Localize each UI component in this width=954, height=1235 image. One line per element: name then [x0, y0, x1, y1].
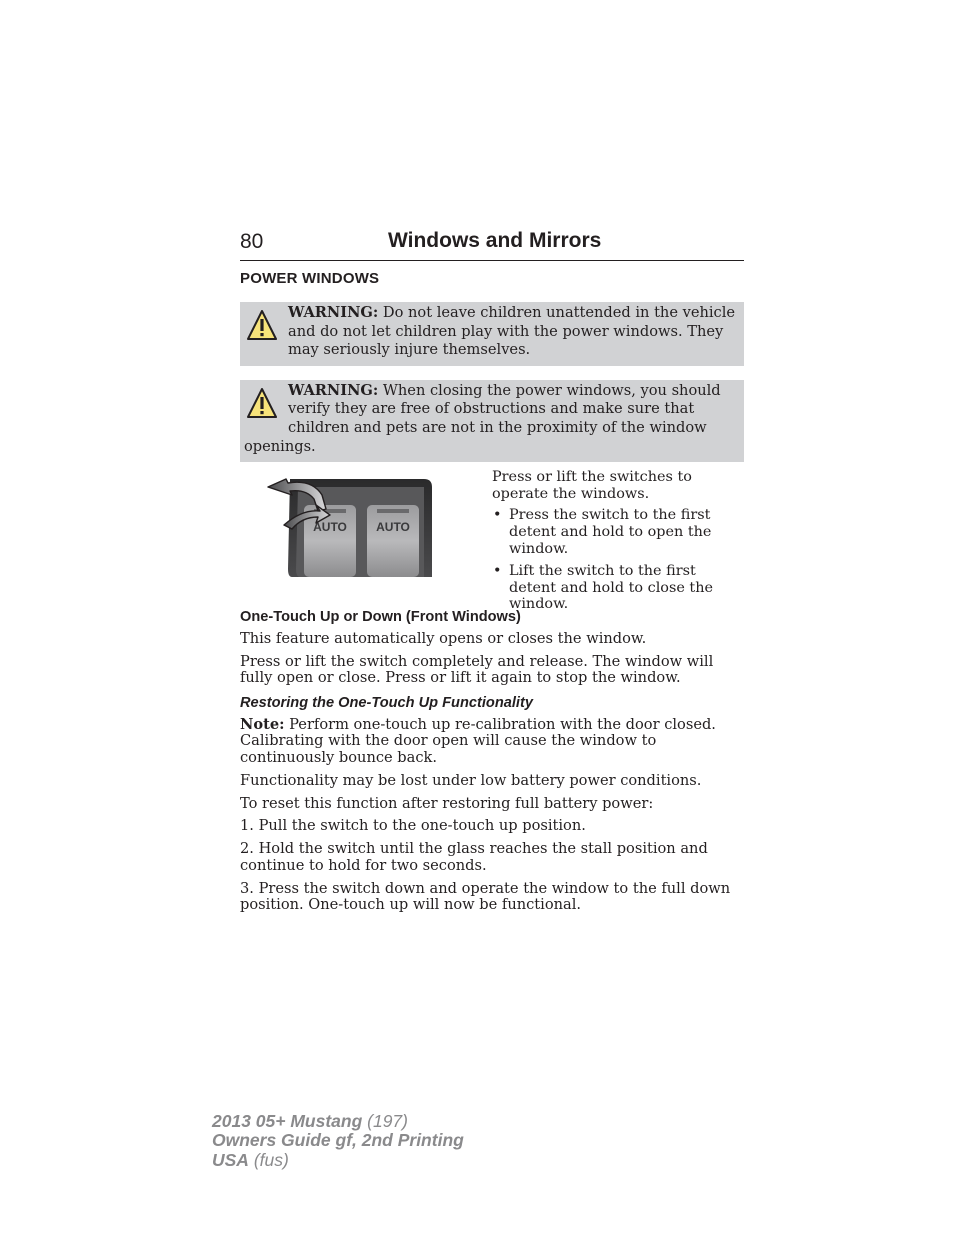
paragraph: Functionality may be lost under low battery power conditions. — [240, 771, 702, 789]
note-text: Perform one-touch up re-calibration with the door closed. Calibrating with the door open will cause the window to continuously bounce back. — [240, 715, 716, 766]
switch-auto-label: AUTO — [376, 520, 410, 535]
step-1: 1. Pull the switch to the one-touch up position. — [240, 817, 586, 835]
paragraph: This feature automatically opens or closes the window. — [240, 630, 647, 648]
paragraph: Press or lift the switch completely and release. The window will fully open or close. Press or lift it again to stop the window. — [240, 653, 714, 687]
section-title: Windows and Mirrors — [388, 229, 602, 252]
page-header — [240, 226, 744, 261]
warning-label: WARNING: — [288, 304, 379, 321]
window-switch-illustration — [264, 473, 436, 588]
switch-intro: Press or lift the switches to operate the windows. — [492, 469, 692, 502]
list-item: • Lift the switch to the first detent and hold to close the window. — [493, 563, 713, 613]
print-footer — [212, 1112, 464, 1170]
one-touch-body — [240, 631, 744, 687]
heading-power-windows: POWER WINDOWS — [240, 270, 380, 287]
warning-box-1 — [240, 302, 744, 366]
warning-triangle-icon — [246, 387, 278, 421]
footer-line-3: USA (fus) — [212, 1149, 289, 1170]
warning-text: Do not leave children unattended in the vehicle and do not let children play with the power windows. They may seriously injure themselves. — [288, 304, 736, 359]
manual-page — [240, 226, 744, 920]
switch-bullet-list — [492, 507, 744, 613]
step-3: 3. Press the switch down and operate the window to the full down position. One-touch up will now be functional. — [240, 879, 731, 914]
warning-triangle-icon — [246, 309, 278, 343]
note-label: Note: — [240, 715, 285, 733]
heading-restoring: Restoring the One-Touch Up Functionality — [240, 694, 533, 711]
list-item: • Press the switch to the first detent and hold to open the window. — [493, 507, 712, 557]
switch-instructions — [492, 469, 744, 619]
switch-auto-label: AUTO — [313, 520, 347, 535]
warning-text: When closing the power windows, you should verify they are free of obstructions and make sure that children and pets are not in the proximity of the window openings. — [244, 381, 721, 455]
paragraph: To reset this function after restoring full battery power: — [240, 794, 654, 812]
note-paragraph — [240, 717, 744, 766]
step-2: 2. Hold the switch until the glass reaches the stall position and continue to hold for two seconds. — [240, 840, 708, 874]
page-number: 80 — [240, 230, 264, 253]
heading-one-touch: One-Touch Up or Down (Front Windows) — [240, 609, 521, 626]
restoring-body — [240, 717, 744, 914]
footer-line-1: 2013 05+ Mustang (197) — [212, 1111, 408, 1131]
warning-label: WARNING: — [288, 381, 379, 399]
footer-line-2: Owners Guide gf, 2nd Printing — [212, 1130, 464, 1151]
figure-row — [240, 465, 744, 613]
warning-box-2 — [240, 380, 744, 462]
passenger-window-switch — [367, 505, 419, 577]
